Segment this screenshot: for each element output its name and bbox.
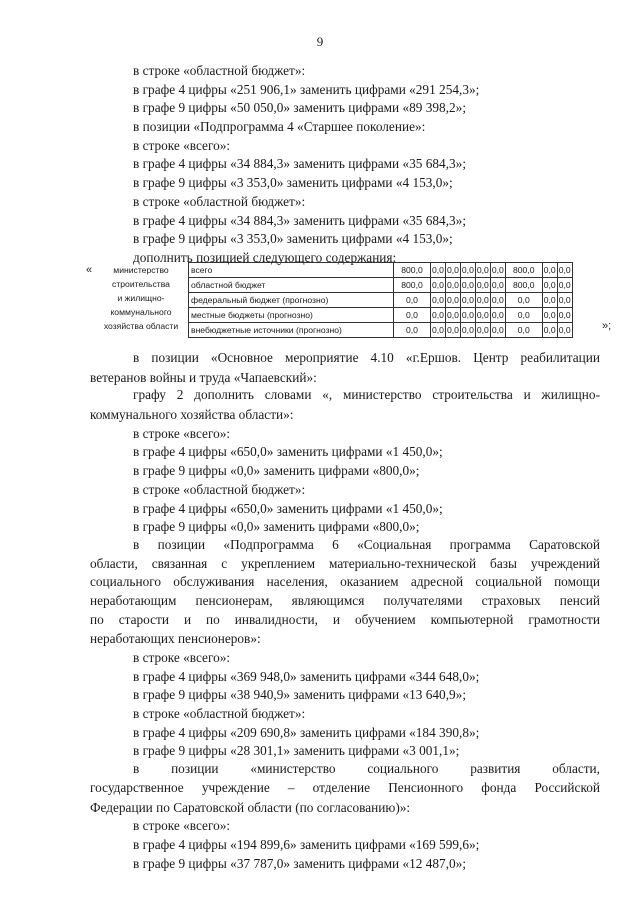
value-cell: 0,0 — [445, 293, 460, 308]
value-cell: 800,0 — [394, 278, 431, 293]
main-body — [90, 350, 600, 873]
page-number: 9 — [316, 34, 324, 49]
value-cell: 0,0 — [394, 323, 431, 338]
value-cell: 800,0 — [505, 263, 542, 278]
value-cell: 0,0 — [460, 293, 475, 308]
row-label: всего — [189, 263, 394, 278]
opening-quote: « — [86, 264, 93, 276]
value-cell: 0,0 — [490, 278, 505, 293]
paragraph-line: в позиции «Основное мероприятие 4.10 «г.Ершов. Центр реабилитации — [133, 350, 600, 365]
text-line: в графе 9 цифры «0,0» заменить цифрами «800,0»; — [133, 463, 420, 479]
value-cell: 0,0 — [431, 263, 446, 278]
value-cell: 0,0 — [475, 293, 490, 308]
value-cell: 0,0 — [445, 323, 460, 338]
value-cell: 0,0 — [475, 263, 490, 278]
paragraph-line: неработающих пенсионеров»: — [90, 631, 261, 647]
value-cell: 0,0 — [445, 308, 460, 323]
value-cell: 0,0 — [557, 308, 572, 323]
text-line: в графе 9 цифры «28 301,1» заменить цифрами «3 001,1»; — [133, 743, 460, 759]
value-cell: 0,0 — [460, 308, 475, 323]
value-cell: 0,0 — [431, 278, 446, 293]
value-cell: 0,0 — [557, 323, 572, 338]
row-label: внебюджетные источники (прогнозно) — [189, 323, 394, 338]
value-cell: 0,0 — [431, 308, 446, 323]
value-cell: 0,0 — [431, 323, 446, 338]
text-line: в графе 4 цифры «251 906,1» заменить цифрами «291 254,3»; — [133, 81, 480, 97]
value-cell: 0,0 — [394, 293, 431, 308]
closing-quote: »; — [602, 320, 612, 332]
value-cell: 800,0 — [394, 263, 431, 278]
value-cell: 0,0 — [475, 278, 490, 293]
text-line: в графе 9 цифры «38 940,9» заменить цифрами «13 640,9»; — [133, 687, 467, 703]
text-line: в графе 9 цифры «50 050,0» заменить цифрами «89 398,2»; — [133, 100, 467, 116]
text-line: в строке «всего»: — [133, 425, 231, 441]
value-cell: 0,0 — [505, 293, 542, 308]
text-line: в графе 9 цифры «0,0» заменить цифрами «800,0»; — [133, 519, 420, 535]
text-line: в строке «областной бюджет»: — [133, 706, 306, 722]
paragraph-line: ветеранов войны и труда «Чапаевский»: — [90, 369, 317, 385]
value-cell: 0,0 — [475, 308, 490, 323]
text-line: в позиции «Подпрограмма 4 «Старшее поколение»: — [133, 119, 426, 135]
text-line: в строке «областной бюджет»: — [133, 481, 306, 497]
paragraph-line: социального обслуживания населения, оказанием адресной социальной помощи — [90, 574, 600, 590]
top-amendments — [90, 62, 600, 268]
value-cell: 0,0 — [557, 263, 572, 278]
text-line: в графе 4 цифры «34 884,3» заменить цифрами «35 684,3»; — [133, 156, 467, 172]
text-line: в строке «областной бюджет»: — [133, 193, 306, 209]
paragraph-line: по старости и по инвалидности, и обучением компьютерной грамотности — [90, 611, 600, 627]
value-cell: 0,0 — [505, 308, 542, 323]
row-label: местные бюджеты (прогнозно) — [189, 308, 394, 323]
text-line: в графе 4 цифры «369 948,0» заменить цифрами «344 648,0»; — [133, 668, 480, 684]
text-line: в графе 4 цифры «34 884,3» заменить цифрами «35 684,3»; — [133, 212, 467, 228]
organization-cell: министерство строительства и жилищно- коммунального хозяйства области — [103, 264, 179, 331]
paragraph-line: в позиции «министерство социального развития области, — [133, 761, 600, 777]
value-cell: 800,0 — [505, 278, 542, 293]
table-row — [94, 263, 572, 278]
value-cell: 0,0 — [445, 263, 460, 278]
text-line: дополнить позицией следующего содержания: — [133, 249, 397, 265]
value-cell: 0,0 — [557, 293, 572, 308]
paragraph-line: государственное учреждение – отделение Пенсионного фонда Российской — [90, 779, 600, 795]
value-cell: 0,0 — [542, 323, 557, 338]
value-cell: 0,0 — [505, 323, 542, 338]
value-cell: 0,0 — [490, 308, 505, 323]
value-cell: 0,0 — [542, 278, 557, 293]
paragraph-line: неработающим пенсионерам, являющимся получателями страховых пенсий — [90, 592, 600, 608]
paragraph-line: Федерации по Саратовской области (по согласованию)»: — [90, 799, 411, 815]
text-line: в графе 4 цифры «209 690,8» заменить цифрами «184 390,8»; — [133, 724, 480, 740]
row-label: областной бюджет — [189, 278, 394, 293]
value-cell: 0,0 — [394, 308, 431, 323]
value-cell: 0,0 — [475, 323, 490, 338]
paragraph-line: коммунального хозяйства области»: — [90, 407, 294, 423]
paragraph-line: в позиции «Подпрограмма 6 «Социальная программа Саратовской — [133, 536, 600, 552]
paragraph-line: области, связанная с укреплением материально-технической базы учреждений — [90, 555, 600, 571]
value-cell: 0,0 — [460, 323, 475, 338]
paragraph-line: графу 2 дополнить словами «, министерство строительства и жилищно- — [133, 387, 600, 403]
value-cell: 0,0 — [542, 293, 557, 308]
text-line: в графе 4 цифры «650,0» заменить цифрами «1 450,0»; — [133, 444, 443, 460]
value-cell: 0,0 — [460, 278, 475, 293]
text-line: в графе 9 цифры «37 787,0» заменить цифрами «12 487,0»; — [133, 855, 467, 871]
row-label: федеральный бюджет (прогнозно) — [189, 293, 394, 308]
text-line: в строке «всего»: — [133, 818, 231, 834]
text-line: в строке «всего»: — [133, 650, 231, 665]
value-cell: 0,0 — [431, 293, 446, 308]
value-cell: 0,0 — [490, 293, 505, 308]
budget-table — [94, 262, 573, 338]
text-line: в графе 4 цифры «650,0» заменить цифрами «1 450,0»; — [133, 500, 443, 516]
text-line: в строке «областной бюджет»: — [133, 63, 306, 78]
value-cell: 0,0 — [490, 323, 505, 338]
value-cell: 0,0 — [542, 263, 557, 278]
text-line: в строке «всего»: — [133, 137, 231, 153]
value-cell: 0,0 — [542, 308, 557, 323]
text-line: в графе 9 цифры «3 353,0» заменить цифрами «4 153,0»; — [133, 175, 453, 191]
value-cell: 0,0 — [557, 278, 572, 293]
text-line: в графе 4 цифры «194 899,6» заменить цифрами «169 599,6»; — [133, 836, 480, 852]
text-line: в графе 9 цифры «3 353,0» заменить цифрами «4 153,0»; — [133, 231, 453, 247]
value-cell: 0,0 — [445, 278, 460, 293]
value-cell: 0,0 — [460, 263, 475, 278]
value-cell: 0,0 — [490, 263, 505, 278]
